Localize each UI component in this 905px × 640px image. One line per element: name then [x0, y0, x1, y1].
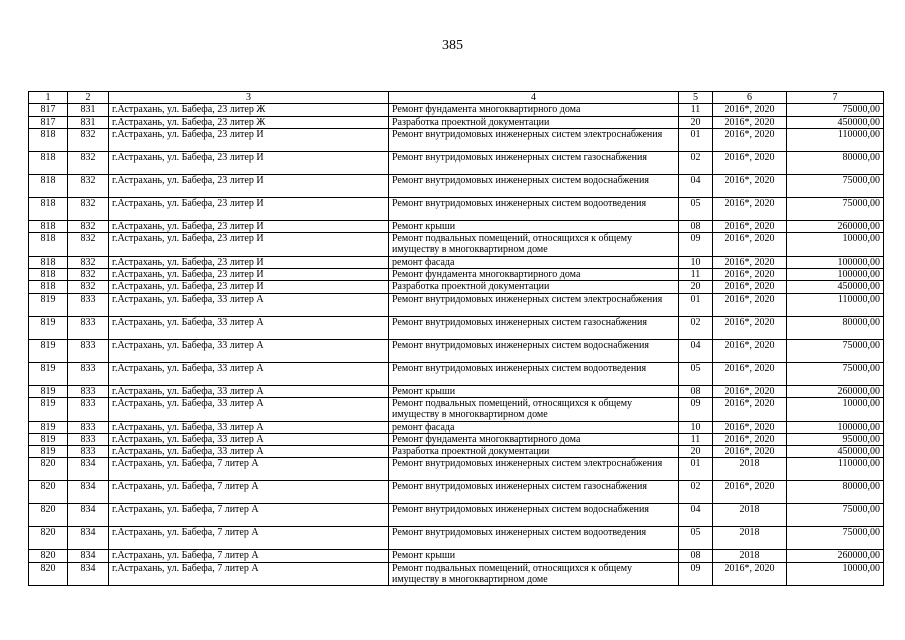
- years-cell: 2018: [713, 550, 787, 562]
- object-code-cell: 834: [68, 562, 109, 586]
- work-type-cell: Ремонт внутридомовых инженерных систем водоснабжения: [389, 339, 679, 362]
- table-row: [29, 293, 884, 316]
- address-cell: г.Астрахань, ул. Бабефа, 23 литер Ж: [109, 104, 389, 116]
- row-index-cell: 819: [29, 316, 68, 339]
- table-row: [29, 197, 884, 220]
- row-index-cell: 819: [29, 362, 68, 385]
- row-index-cell: 819: [29, 385, 68, 397]
- row-index-cell: 818: [29, 128, 68, 151]
- amount-cell: 95000,00: [787, 433, 884, 445]
- work-code-cell: 11: [679, 104, 713, 116]
- work-code-cell: 04: [679, 174, 713, 197]
- address-cell: г.Астрахань, ул. Бабефа, 7 литер А: [109, 562, 389, 586]
- table-row: [29, 421, 884, 433]
- years-cell: 2016*, 2020: [713, 197, 787, 220]
- table-row: [29, 256, 884, 268]
- amount-cell: 75000,00: [787, 339, 884, 362]
- work-type-cell: Разработка проектной документации: [389, 446, 679, 458]
- work-code-cell: 11: [679, 433, 713, 445]
- years-cell: 2016*, 2020: [713, 151, 787, 174]
- work-code-cell: 02: [679, 316, 713, 339]
- table-row: [29, 550, 884, 562]
- object-code-cell: 832: [68, 269, 109, 281]
- amount-cell: 110000,00: [787, 128, 884, 151]
- table-row: [29, 397, 884, 421]
- address-cell: г.Астрахань, ул. Бабефа, 7 литер А: [109, 504, 389, 527]
- row-index-cell: 817: [29, 116, 68, 128]
- work-code-cell: 20: [679, 116, 713, 128]
- work-code-cell: 09: [679, 233, 713, 257]
- address-cell: г.Астрахань, ул. Бабефа, 33 литер А: [109, 316, 389, 339]
- work-code-cell: 08: [679, 385, 713, 397]
- work-type-cell: ремонт фасада: [389, 421, 679, 433]
- amount-cell: 450000,00: [787, 446, 884, 458]
- object-code-cell: 832: [68, 281, 109, 293]
- work-code-cell: 05: [679, 197, 713, 220]
- amount-cell: 10000,00: [787, 397, 884, 421]
- object-code-cell: 832: [68, 220, 109, 232]
- table-row: [29, 116, 884, 128]
- years-cell: 2016*, 2020: [713, 220, 787, 232]
- years-cell: 2016*, 2020: [713, 256, 787, 268]
- amount-cell: 75000,00: [787, 197, 884, 220]
- object-code-cell: 834: [68, 458, 109, 481]
- object-code-cell: 833: [68, 446, 109, 458]
- address-cell: г.Астрахань, ул. Бабефа, 33 литер А: [109, 362, 389, 385]
- years-cell: 2018: [713, 504, 787, 527]
- address-cell: г.Астрахань, ул. Бабефа, 23 литер И: [109, 281, 389, 293]
- column-header: 1: [29, 92, 68, 104]
- work-code-cell: 11: [679, 269, 713, 281]
- row-index-cell: 820: [29, 527, 68, 550]
- years-cell: 2016*, 2020: [713, 316, 787, 339]
- column-number-row: [29, 92, 884, 104]
- column-header: 4: [389, 92, 679, 104]
- address-cell: г.Астрахань, ул. Бабефа, 23 литер И: [109, 174, 389, 197]
- table-row: [29, 527, 884, 550]
- amount-cell: 80000,00: [787, 151, 884, 174]
- column-header: 2: [68, 92, 109, 104]
- work-code-cell: 04: [679, 504, 713, 527]
- object-code-cell: 833: [68, 433, 109, 445]
- table-row: [29, 481, 884, 504]
- row-index-cell: 819: [29, 397, 68, 421]
- amount-cell: 260000,00: [787, 220, 884, 232]
- work-code-cell: 01: [679, 293, 713, 316]
- work-code-cell: 02: [679, 481, 713, 504]
- amount-cell: 450000,00: [787, 281, 884, 293]
- amount-cell: 75000,00: [787, 504, 884, 527]
- row-index-cell: 818: [29, 256, 68, 268]
- row-index-cell: 818: [29, 151, 68, 174]
- work-code-cell: 10: [679, 421, 713, 433]
- column-header: 3: [109, 92, 389, 104]
- amount-cell: 10000,00: [787, 562, 884, 586]
- amount-cell: 100000,00: [787, 256, 884, 268]
- object-code-cell: 833: [68, 293, 109, 316]
- object-code-cell: 832: [68, 151, 109, 174]
- table-row: [29, 458, 884, 481]
- address-cell: г.Астрахань, ул. Бабефа, 23 литер Ж: [109, 116, 389, 128]
- work-type-cell: Ремонт подвальных помещений, относящихся к общему имуществу в многоквартирном доме: [389, 562, 679, 586]
- object-code-cell: 833: [68, 339, 109, 362]
- address-cell: г.Астрахань, ул. Бабефа, 23 литер И: [109, 269, 389, 281]
- amount-cell: 110000,00: [787, 293, 884, 316]
- row-index-cell: 818: [29, 197, 68, 220]
- table-row: [29, 104, 884, 116]
- work-type-cell: Ремонт крыши: [389, 385, 679, 397]
- row-index-cell: 819: [29, 339, 68, 362]
- row-index-cell: 820: [29, 504, 68, 527]
- object-code-cell: 831: [68, 116, 109, 128]
- table-row: [29, 151, 884, 174]
- address-cell: г.Астрахань, ул. Бабефа, 23 литер И: [109, 220, 389, 232]
- address-cell: г.Астрахань, ул. Бабефа, 7 литер А: [109, 481, 389, 504]
- work-type-cell: Ремонт внутридомовых инженерных систем водоотведения: [389, 527, 679, 550]
- address-cell: г.Астрахань, ул. Бабефа, 33 литер А: [109, 293, 389, 316]
- column-header: 7: [787, 92, 884, 104]
- row-index-cell: 818: [29, 174, 68, 197]
- table-row: [29, 220, 884, 232]
- row-index-cell: 819: [29, 421, 68, 433]
- years-cell: 2016*, 2020: [713, 174, 787, 197]
- amount-cell: 75000,00: [787, 527, 884, 550]
- row-index-cell: 818: [29, 269, 68, 281]
- object-code-cell: 833: [68, 362, 109, 385]
- repair-register-table: [28, 91, 884, 586]
- work-type-cell: Разработка проектной документации: [389, 116, 679, 128]
- work-type-cell: Ремонт крыши: [389, 220, 679, 232]
- work-type-cell: Разработка проектной документации: [389, 281, 679, 293]
- years-cell: 2016*, 2020: [713, 104, 787, 116]
- table-row: [29, 433, 884, 445]
- years-cell: 2016*, 2020: [713, 293, 787, 316]
- row-index-cell: 820: [29, 481, 68, 504]
- work-type-cell: Ремонт внутридомовых инженерных систем водоотведения: [389, 197, 679, 220]
- work-type-cell: Ремонт внутридомовых инженерных систем электроснабжения: [389, 128, 679, 151]
- row-index-cell: 819: [29, 293, 68, 316]
- table-row: [29, 504, 884, 527]
- table-row: [29, 281, 884, 293]
- address-cell: г.Астрахань, ул. Бабефа, 7 литер А: [109, 527, 389, 550]
- table-body: [29, 104, 884, 586]
- work-type-cell: Ремонт фундамента многоквартирного дома: [389, 104, 679, 116]
- work-code-cell: 08: [679, 220, 713, 232]
- amount-cell: 260000,00: [787, 385, 884, 397]
- address-cell: г.Астрахань, ул. Бабефа, 23 литер И: [109, 197, 389, 220]
- work-type-cell: Ремонт фундамента многоквартирного дома: [389, 269, 679, 281]
- row-index-cell: 819: [29, 433, 68, 445]
- amount-cell: 75000,00: [787, 362, 884, 385]
- table-row: [29, 362, 884, 385]
- years-cell: 2018: [713, 458, 787, 481]
- work-code-cell: 08: [679, 550, 713, 562]
- column-header: 6: [713, 92, 787, 104]
- work-type-cell: Ремонт внутридомовых инженерных систем электроснабжения: [389, 458, 679, 481]
- work-code-cell: 02: [679, 151, 713, 174]
- years-cell: 2016*, 2020: [713, 116, 787, 128]
- table-row: [29, 339, 884, 362]
- amount-cell: 110000,00: [787, 458, 884, 481]
- amount-cell: 100000,00: [787, 269, 884, 281]
- address-cell: г.Астрахань, ул. Бабефа, 33 литер А: [109, 339, 389, 362]
- object-code-cell: 832: [68, 128, 109, 151]
- years-cell: 2016*, 2020: [713, 233, 787, 257]
- years-cell: 2016*, 2020: [713, 385, 787, 397]
- object-code-cell: 833: [68, 316, 109, 339]
- table-row: [29, 316, 884, 339]
- work-code-cell: 09: [679, 562, 713, 586]
- address-cell: г.Астрахань, ул. Бабефа, 23 литер И: [109, 128, 389, 151]
- object-code-cell: 834: [68, 550, 109, 562]
- amount-cell: 100000,00: [787, 421, 884, 433]
- table-row: [29, 562, 884, 586]
- table-row: [29, 446, 884, 458]
- amount-cell: 80000,00: [787, 316, 884, 339]
- address-cell: г.Астрахань, ул. Бабефа, 23 литер И: [109, 151, 389, 174]
- object-code-cell: 832: [68, 174, 109, 197]
- years-cell: 2016*, 2020: [713, 481, 787, 504]
- object-code-cell: 832: [68, 197, 109, 220]
- object-code-cell: 834: [68, 527, 109, 550]
- object-code-cell: 834: [68, 481, 109, 504]
- object-code-cell: 833: [68, 421, 109, 433]
- object-code-cell: 834: [68, 504, 109, 527]
- work-code-cell: 09: [679, 397, 713, 421]
- work-code-cell: 20: [679, 281, 713, 293]
- address-cell: г.Астрахань, ул. Бабефа, 33 литер А: [109, 446, 389, 458]
- row-index-cell: 817: [29, 104, 68, 116]
- work-type-cell: ремонт фасада: [389, 256, 679, 268]
- amount-cell: 450000,00: [787, 116, 884, 128]
- years-cell: 2016*, 2020: [713, 281, 787, 293]
- work-type-cell: Ремонт внутридомовых инженерных систем газоснабжения: [389, 481, 679, 504]
- object-code-cell: 833: [68, 397, 109, 421]
- table-row: [29, 269, 884, 281]
- row-index-cell: 820: [29, 562, 68, 586]
- table-row: [29, 174, 884, 197]
- work-code-cell: 01: [679, 128, 713, 151]
- work-type-cell: Ремонт внутридомовых инженерных систем газоснабжения: [389, 316, 679, 339]
- work-code-cell: 04: [679, 339, 713, 362]
- table-row: [29, 233, 884, 257]
- years-cell: 2016*, 2020: [713, 362, 787, 385]
- work-type-cell: Ремонт фундамента многоквартирного дома: [389, 433, 679, 445]
- years-cell: 2016*, 2020: [713, 446, 787, 458]
- years-cell: 2018: [713, 527, 787, 550]
- work-code-cell: 01: [679, 458, 713, 481]
- work-type-cell: Ремонт внутридомовых инженерных систем газоснабжения: [389, 151, 679, 174]
- row-index-cell: 820: [29, 550, 68, 562]
- amount-cell: 75000,00: [787, 104, 884, 116]
- object-code-cell: 832: [68, 256, 109, 268]
- address-cell: г.Астрахань, ул. Бабефа, 33 литер А: [109, 397, 389, 421]
- column-header: 5: [679, 92, 713, 104]
- years-cell: 2016*, 2020: [713, 397, 787, 421]
- years-cell: 2016*, 2020: [713, 269, 787, 281]
- address-cell: г.Астрахань, ул. Бабефа, 23 литер И: [109, 233, 389, 257]
- work-code-cell: 05: [679, 362, 713, 385]
- table-row: [29, 385, 884, 397]
- years-cell: 2016*, 2020: [713, 339, 787, 362]
- work-type-cell: Ремонт подвальных помещений, относящихся к общему имуществу в многоквартирном доме: [389, 397, 679, 421]
- row-index-cell: 819: [29, 446, 68, 458]
- years-cell: 2016*, 2020: [713, 562, 787, 586]
- address-cell: г.Астрахань, ул. Бабефа, 23 литер И: [109, 256, 389, 268]
- work-type-cell: Ремонт внутридомовых инженерных систем водоснабжения: [389, 174, 679, 197]
- amount-cell: 260000,00: [787, 550, 884, 562]
- work-type-cell: Ремонт внутридомовых инженерных систем водоснабжения: [389, 504, 679, 527]
- years-cell: 2016*, 2020: [713, 421, 787, 433]
- row-index-cell: 818: [29, 233, 68, 257]
- row-index-cell: 818: [29, 220, 68, 232]
- page-number: 385: [442, 38, 463, 53]
- years-cell: 2016*, 2020: [713, 128, 787, 151]
- object-code-cell: 831: [68, 104, 109, 116]
- work-type-cell: Ремонт крыши: [389, 550, 679, 562]
- work-type-cell: Ремонт подвальных помещений, относящихся к общему имуществу в многоквартирном доме: [389, 233, 679, 257]
- row-index-cell: 820: [29, 458, 68, 481]
- amount-cell: 80000,00: [787, 481, 884, 504]
- address-cell: г.Астрахань, ул. Бабефа, 33 литер А: [109, 421, 389, 433]
- address-cell: г.Астрахань, ул. Бабефа, 33 литер А: [109, 385, 389, 397]
- amount-cell: 10000,00: [787, 233, 884, 257]
- object-code-cell: 832: [68, 233, 109, 257]
- work-code-cell: 05: [679, 527, 713, 550]
- address-cell: г.Астрахань, ул. Бабефа, 7 литер А: [109, 458, 389, 481]
- amount-cell: 75000,00: [787, 174, 884, 197]
- row-index-cell: 818: [29, 281, 68, 293]
- work-type-cell: Ремонт внутридомовых инженерных систем электроснабжения: [389, 293, 679, 316]
- address-cell: г.Астрахань, ул. Бабефа, 7 литер А: [109, 550, 389, 562]
- work-code-cell: 20: [679, 446, 713, 458]
- address-cell: г.Астрахань, ул. Бабефа, 33 литер А: [109, 433, 389, 445]
- table-row: [29, 128, 884, 151]
- object-code-cell: 833: [68, 385, 109, 397]
- work-code-cell: 10: [679, 256, 713, 268]
- years-cell: 2016*, 2020: [713, 433, 787, 445]
- work-type-cell: Ремонт внутридомовых инженерных систем водоотведения: [389, 362, 679, 385]
